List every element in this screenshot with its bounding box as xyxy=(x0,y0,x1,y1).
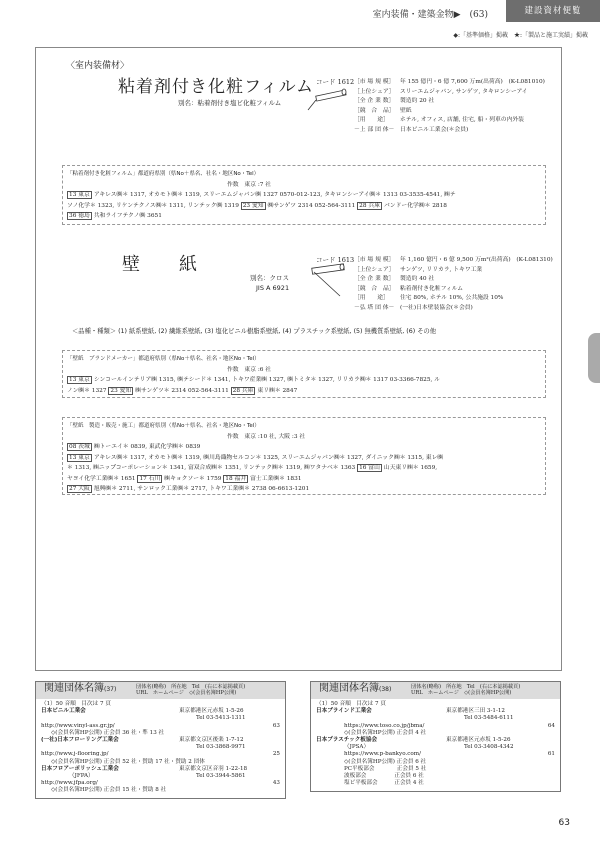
directory-heading: 「壁紙 製造・販売・施工」都道府県別（県No＋県名、社名・地区No・Tel） xyxy=(67,423,260,429)
spec-row: －上 部 団 体－ 日本ビニル工業会(＊会員) xyxy=(354,126,469,133)
association-members: ◇(会員名簿HP公開) 正会員 15 社・賛助 8 社 xyxy=(51,787,167,794)
association-subgroup: PC平板部会 正会員 5 社 xyxy=(344,765,427,772)
directory-count: 作数 東京 :7 社 xyxy=(227,181,272,188)
thumb-index-tab xyxy=(588,333,600,383)
product-code-film: コード 1612 xyxy=(316,78,355,86)
association-url[interactable]: http://www.jfpa.org/ 43 xyxy=(41,780,280,787)
product-alias-wallpaper: 別名：クロス xyxy=(250,274,289,282)
association-directory-right xyxy=(310,681,561,792)
directory-heading: 「粘着剤付き化粧フィルム」都道府県別（県No＋県名、社名・地区No・Tel） xyxy=(67,171,260,177)
association-tel: Tel 03-5413-1311 xyxy=(196,715,246,722)
spec-row: ［全 企 業 数］ 製造約 20 社 xyxy=(354,98,435,104)
directory-line: ヤヨイ化学工業㈱＊ 1651 17 石川 ㈱キョクソー＊ 1759 18 福井 富士工業㈱＊ 1831 xyxy=(67,475,302,482)
directory-line: 13 東京 アキレス㈱＊ 1317, オカモト㈱＊ 1319, スリーエムジャパン㈱ 1327 0570-012-123, タキロンシーアイ㈱＊ 1313 03-3535-4541, ㈱テ xyxy=(69,192,456,198)
association-directory-columns: 団体名(略称) 所在地 Tel (右に本誌掲載頁) URL ホームページ ◇(会員名簿HP公開) xyxy=(136,684,246,697)
spec-row: ［競 合 品］ 粘着剤付き化粧フィルム xyxy=(354,285,464,292)
association-directory-columns: 団体名(略称) 所在地 Tel (右に本誌掲載頁) URL ホームページ ◇(会員名簿HP公開) xyxy=(411,684,521,697)
spec-row: ［用 途］ ホテル, オフィス, 店舗, 住宅, 船・列車の内外装 xyxy=(354,117,524,123)
association-tel: （JFPA） Tel 03-3944-5861 xyxy=(69,772,246,779)
film-roll-illustration xyxy=(306,86,350,114)
spec-row: ［用 途］ 住宅 80%, ホテル 10%, 公共施設 10% xyxy=(354,295,504,301)
directory-box-brand xyxy=(62,350,546,398)
product-title-wallpaper: 壁 紙 xyxy=(122,254,198,275)
directory-line: ＊ 1313, ㈱ニップコーポレーション＊ 1341, 富双合成㈱＊ 1351, リンテック㈱＊ 1319, ㈱ワタナベ＊ 1363 16 富山 山天東リ㈱＊ 1659, xyxy=(67,465,438,471)
spec-row: ［上位シェア］ サンゲツ, リリカラ, トキワ工業 xyxy=(354,266,483,273)
product-alias-film: 別名：粘着剤付き塩ビ化粧フィルム xyxy=(178,99,282,107)
association-directory-left xyxy=(35,681,286,799)
spec-list-wallpaper xyxy=(354,256,553,313)
directory-count: 作数 東京 :6 社 xyxy=(227,366,272,373)
association-directory-note: （1）50 音順 目次は 7 頁 xyxy=(316,701,386,707)
legend-note: ◆:「基準価格」掲載 ★:「製品と施工実績」掲載 xyxy=(453,32,588,39)
directory-line: ソノ化学＊ 1323, リケンテクノス㈱＊ 1311, リンテック㈱ 1319 23 愛知 ㈱サンゲツ 2314 052-564-3111 28 兵庫 バンドー化学㈱＊ 2818 xyxy=(67,202,447,209)
association-members: ◇(会員名簿HP公開) 正会員 36 社・準 13 社 xyxy=(51,729,165,736)
directory-line: 27 大阪 旭興㈱＊ 2711, サンロック工業㈱＊ 2717, トキワ工業㈱＊ 2738 06-6613-1201 xyxy=(69,486,310,492)
association-tel: Tel 03-5484-6111 xyxy=(464,715,514,722)
association-url[interactable]: http://www.vinyl-ass.gr.jp/ 63 xyxy=(41,722,280,729)
category-label: 〈室内装備材〉 xyxy=(66,61,130,71)
directory-box-maker xyxy=(62,417,546,495)
association-row: (一社)日本フローリング工業会 東京都文京区後楽 1-7-12 xyxy=(41,736,244,743)
spec-row: ［市 場 規 模］ 年 155 億円・6 億 7,600 万m(出荷高) (K-L081010) xyxy=(354,79,545,85)
association-tel: Tel 03-3868-9971 xyxy=(196,744,246,751)
association-directory-header xyxy=(311,682,560,699)
jis-code: JIS A 6921 xyxy=(256,284,290,292)
directory-line: 13 東京 シンコールインテリア㈱ 1315, ㈱テシード＊ 1341, トキワ産業㈱ 1327, ㈱トミタ＊ 1327, リリカラ㈱＊ 1317 03-3366-7825, ル xyxy=(69,377,441,383)
association-row: 日本ビニル工業会 東京都港区元赤坂 1-5-26 xyxy=(41,708,244,715)
spec-row: －弘 塔 団 体－ (一社)日本壁装協会(＊会員) xyxy=(354,304,473,311)
association-members: ◇(会員名簿HP公開) 正会員 6 社 xyxy=(344,758,427,765)
association-directory-title: 関連団体名簿(37) xyxy=(44,683,117,694)
directory-line: 08 茨城 ㈱トーエイ＊ 0839, 東武化学㈱＊ 0839 xyxy=(69,444,201,450)
product-types: ＜品種・種類＞ (1) 紙系壁紙, (2) 繊維系壁紙, (3) 塩化ビニル樹脂系壁紙, (4) プラスチック系壁紙, (5) 無機質系壁紙, (6) その他 xyxy=(72,328,437,335)
association-url[interactable]: https://www.p-bankyo.com/ 61 xyxy=(344,751,555,758)
association-tel: （JPSA） Tel 03-3408-4342 xyxy=(344,744,514,751)
wallpaper-roll-illustration xyxy=(306,262,350,300)
running-header: 室内装備・建築金物▶ (63) xyxy=(372,10,488,20)
page-number: 63 xyxy=(558,818,570,828)
product-code-wallpaper: コード 1613 xyxy=(316,256,355,264)
association-url[interactable]: http://www.j-flooring.jp/ 25 xyxy=(41,751,280,758)
association-directory-header xyxy=(36,682,285,699)
spec-row: ［市 場 規 模］ 年 1,160 億円・6 億 9,500 万m²(出荷高) (K-L081310) xyxy=(354,257,553,263)
association-subgroup: 波板部会 正会員 6 社 xyxy=(344,772,424,779)
spec-list-film xyxy=(354,78,545,135)
association-row: 日本ブラインド工業会 東京都港区三田 3-1-12 xyxy=(316,708,505,715)
association-subgroup: 塩ビ平板部会 正会員 4 社 xyxy=(344,780,424,787)
spec-row: ［上位シェア］ スリーエムジャパン, サンゲツ, タキロンシーアイ xyxy=(354,88,528,95)
directory-count: 作数 東京 :10 社, 大阪 :3 社 xyxy=(227,433,306,440)
association-row: 日本フロアーポリッシュ工業会 東京都文京区音羽 1-22-18 xyxy=(41,765,248,772)
association-members: ◇(会員名簿HP公開) 正会員 4 社 xyxy=(344,729,427,736)
association-row: 日本プラスチック板協会 東京都港区元赤坂 1-5-26 xyxy=(316,736,511,743)
spec-row: ［全 企 業 数］ 製造約 40 社 xyxy=(354,276,435,282)
section-tab: 建設資材便覧 xyxy=(506,0,600,22)
directory-line: ノン㈱＊ 1327 23 愛知 ㈱サンゲツ＊ 2314 052-564-3111 28 兵庫 東リ㈱＊ 2847 xyxy=(67,387,298,394)
association-members: ◇(会員名簿HP公開) 正会員 52 社・賛助 17 社・賛助 2 団体 xyxy=(51,758,205,765)
directory-line: 36 徳島 共和ライフテクノ㈱ 3651 xyxy=(69,213,162,219)
directory-line: 13 東京 アキレス㈱＊ 1317, オカモト㈱＊ 1319, ㈱川島織物セルコン＊ 1325, スリーエムジャパン㈱＊ 1327, ダイニック㈱＊ 1315, 東レ㈱ xyxy=(69,454,444,461)
product-title-film: 粘着剤付き化粧フィルム xyxy=(118,77,314,97)
association-url[interactable]: https://www.toso.co.jp/jbma/ 64 xyxy=(344,722,555,729)
spec-row: ［競 合 品］ 壁紙 xyxy=(354,107,412,114)
directory-heading: 「壁紙 ブランドメーカー」都道府県別（県No＋県名、社名・地区No・Tel） xyxy=(67,356,260,362)
association-directory-title: 関連団体名簿(38) xyxy=(319,683,392,694)
directory-box-film xyxy=(62,165,546,225)
association-directory-note: （1）50 音順 目次は 7 頁 xyxy=(41,701,111,707)
